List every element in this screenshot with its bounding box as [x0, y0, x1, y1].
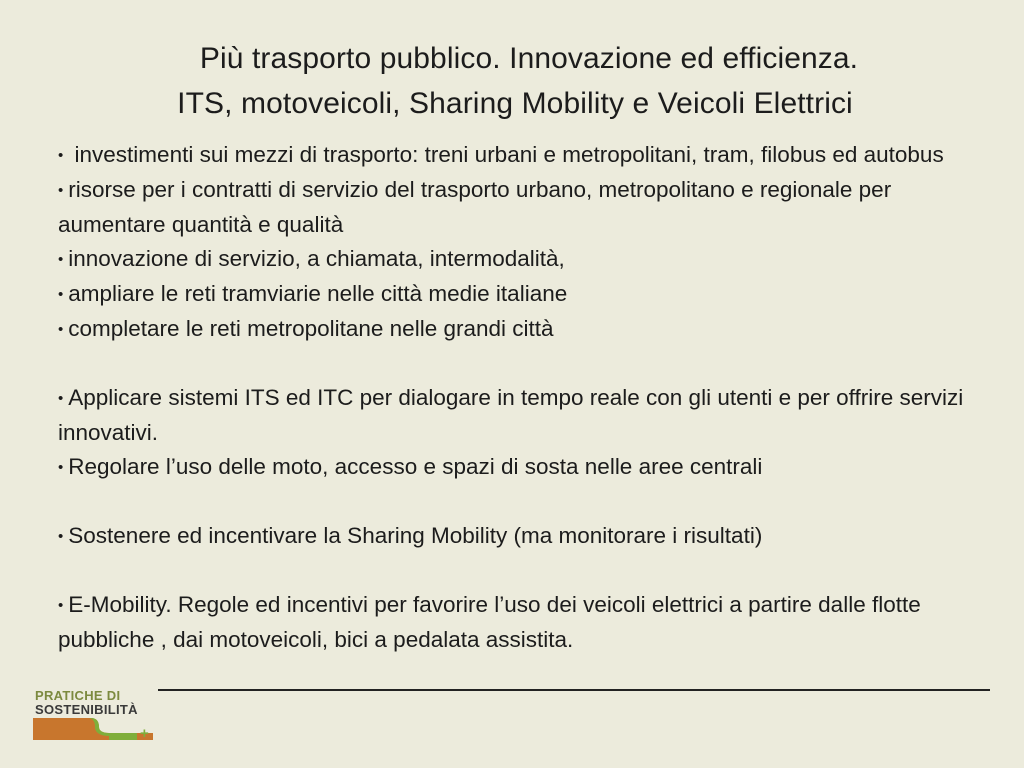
bullet-text: investimenti sui mezzi di trasporto: treni urbani e metropolitani, tram, filobus ed autobus [74, 142, 944, 167]
logo-text-line-1: PRATICHE DI [35, 688, 121, 703]
bullet-dot: • [58, 251, 64, 268]
bullet-item [58, 173, 988, 242]
title-line-1: Più trasporto pubblico. Innovazione ed efficienza. [199, 42, 859, 75]
bullet-dot: • [58, 147, 64, 164]
bullet-dot: • [58, 182, 64, 199]
logo-text-line-2: SOSTENIBILITÀ [35, 702, 138, 717]
bullet-group-sharing [58, 519, 988, 554]
bullet-item [58, 588, 988, 657]
bullet-group-its [58, 381, 988, 485]
bullet-text: ampliare le reti tramviarie nelle città medie italiane [68, 281, 568, 306]
bullet-dot: • [58, 321, 64, 338]
bullet-item [58, 138, 988, 173]
bullet-item [58, 242, 988, 277]
bullet-dot: • [58, 390, 64, 407]
bullet-text: innovazione di servizio, a chiamata, intermodalità, [68, 246, 565, 271]
bullet-item [58, 450, 988, 485]
bullet-content [58, 138, 988, 657]
bullet-dot: • [58, 528, 64, 545]
bullet-text: risorse per i contratti di servizio del trasporto urbano, metropolitano e regionale per aumentare quantità e qualità [58, 177, 892, 237]
slide-title [60, 36, 970, 126]
bullet-item [58, 312, 988, 347]
title-line-2: ITS, motoveicoli, Sharing Mobility e Veicoli Elettrici [177, 87, 853, 120]
bullet-text: completare le reti metropolitane nelle grandi città [68, 316, 554, 341]
bullet-text: E-Mobility. Regole ed incentivi per favorire l’uso dei veicoli elettrici a partire dalle flotte pubbliche , dai motoveicoli, bici a pedalata assistita. [58, 592, 921, 652]
bullet-text: Regolare l’uso delle moto, accesso e spazi di sosta nelle aree centrali [68, 454, 763, 479]
logo-road-graphic-icon [33, 718, 153, 740]
bullet-text: Sostenere ed incentivare la Sharing Mobility (ma monitorare i risultati) [68, 523, 763, 548]
bullet-item [58, 277, 988, 312]
bullet-dot: • [58, 459, 64, 476]
bullet-group-emobility [58, 588, 988, 657]
footer-divider [158, 689, 990, 691]
logo-plus: + [140, 725, 149, 740]
bullet-group-investments [58, 138, 988, 347]
bullet-item [58, 519, 988, 554]
bullet-text: Applicare sistemi ITS ed ITC per dialogare in tempo reale con gli utenti e per offrire servizi innovativi. [58, 385, 964, 445]
bullet-dot: • [58, 286, 64, 303]
bullet-item [58, 381, 988, 450]
bullet-dot: • [58, 597, 64, 614]
pratiche-di-sostenibilita-logo [33, 688, 153, 740]
